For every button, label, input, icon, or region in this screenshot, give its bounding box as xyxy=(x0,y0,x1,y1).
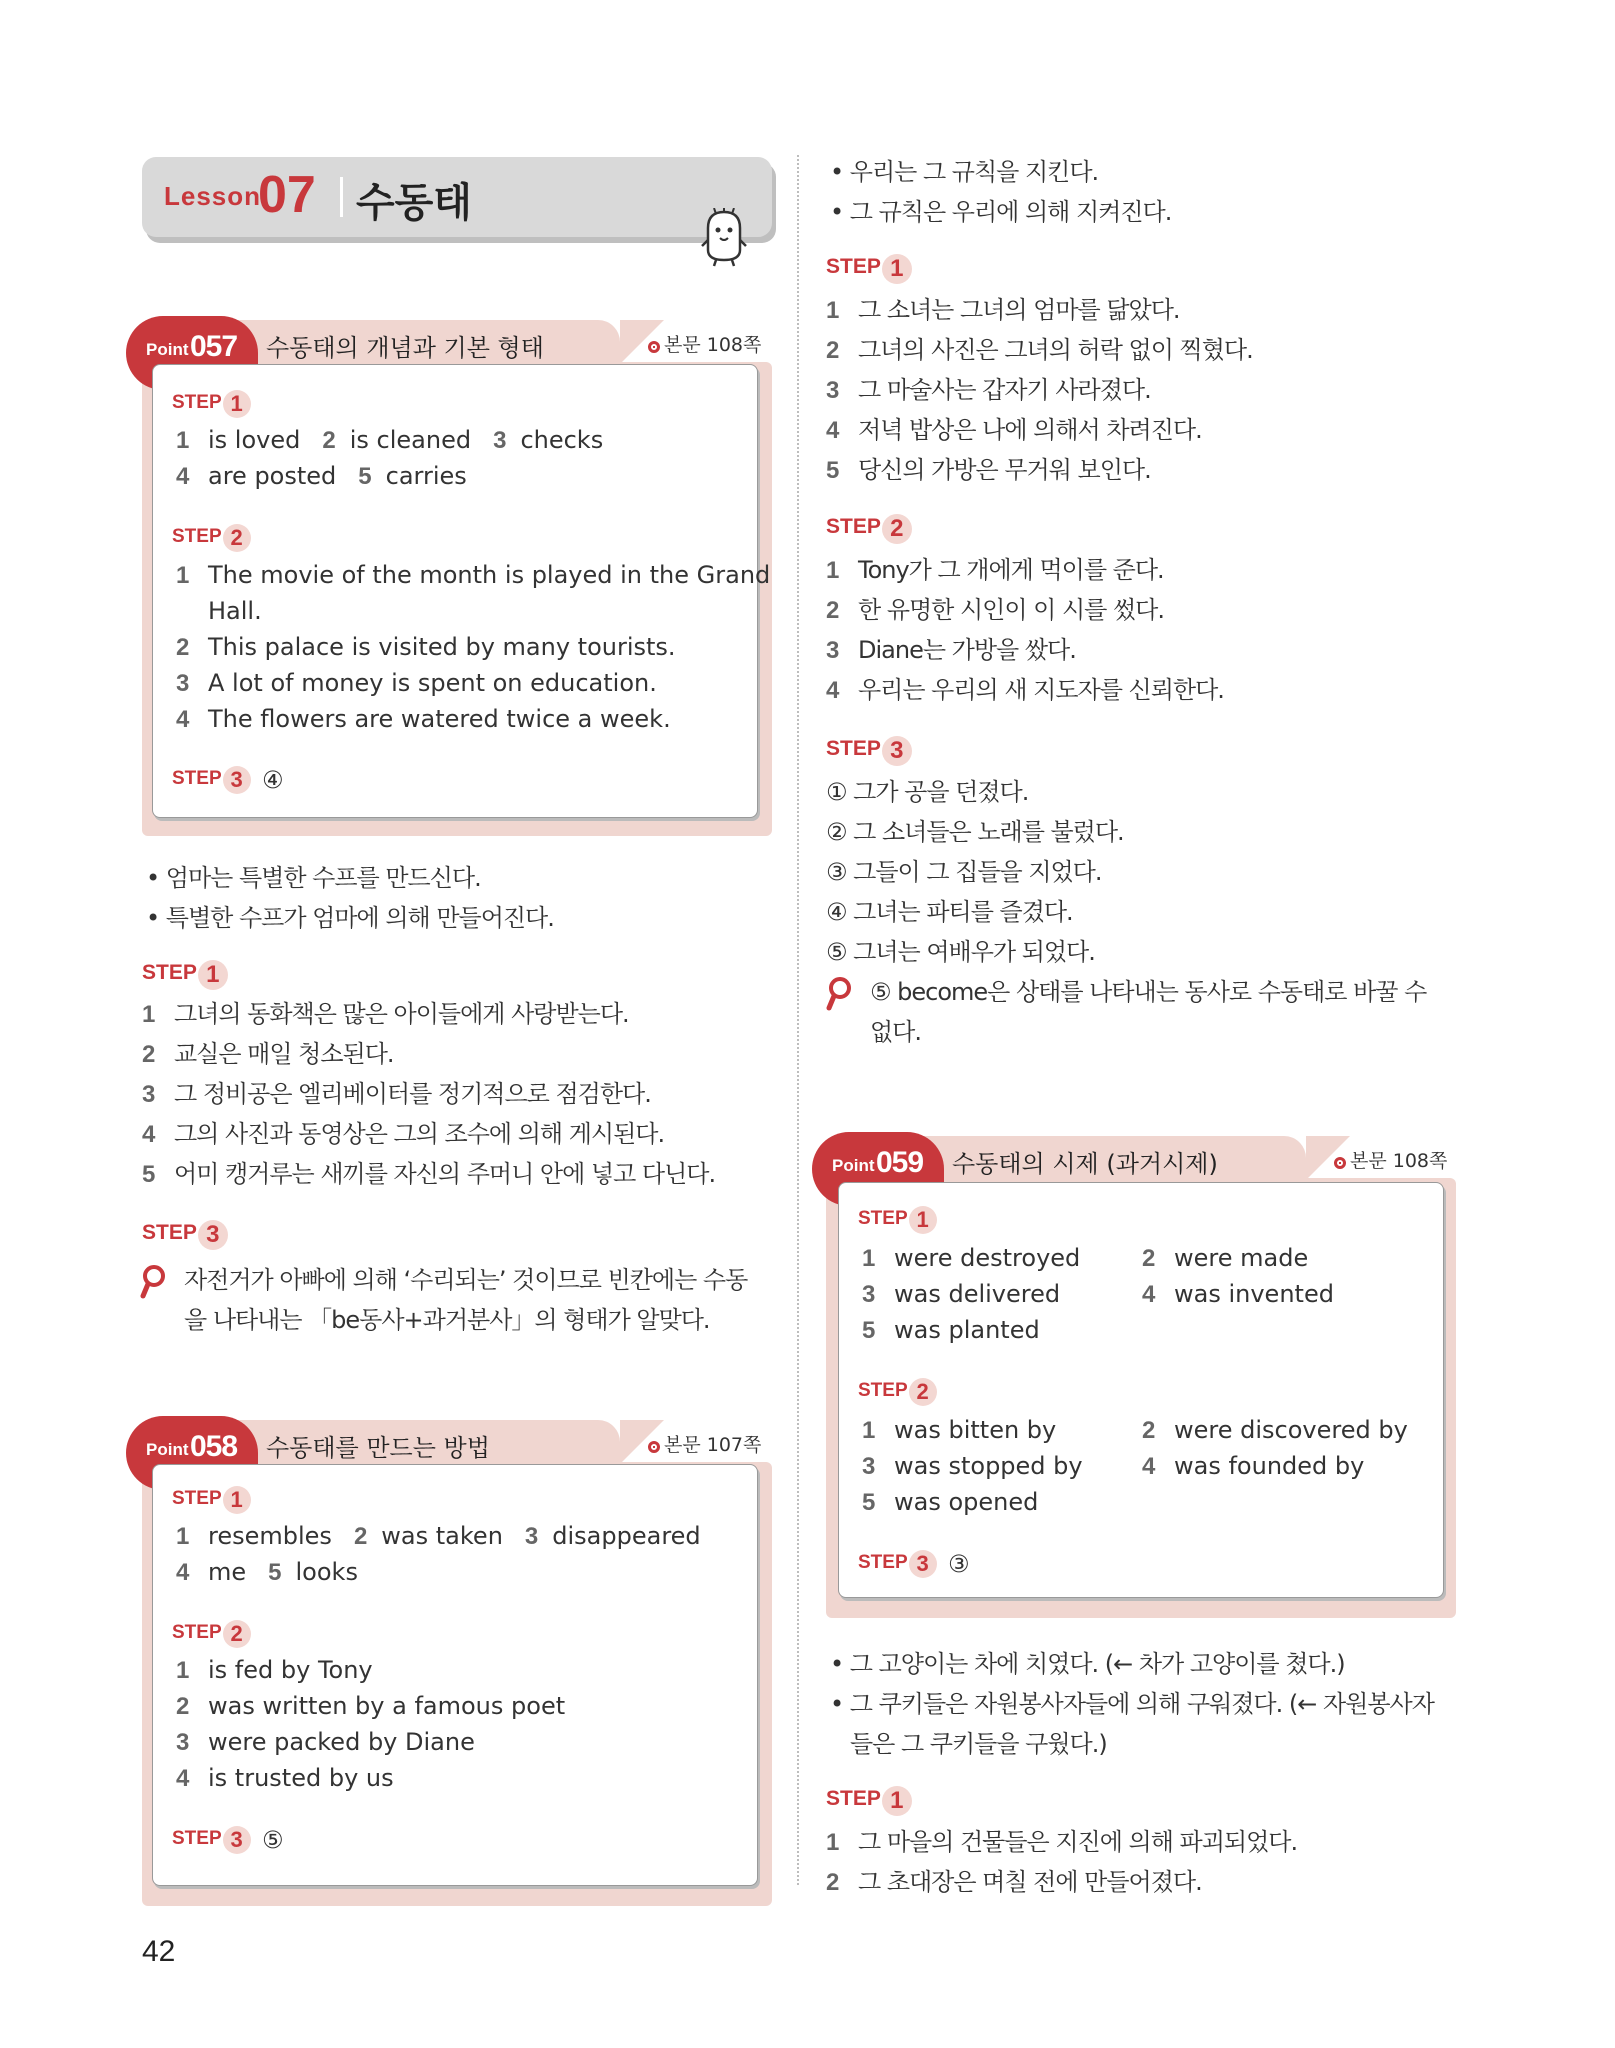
example-bullet: • 그 규칙은 우리에 의해 지켜진다. xyxy=(830,198,1172,226)
point059-step3-answer: ③ xyxy=(948,1550,970,1578)
right-step1-item: 1 그 소녀는 그녀의 엄마를 닮았다. xyxy=(826,296,1180,324)
point059-step1-item: 1 were destroyed xyxy=(862,1244,1081,1272)
right-step2-item: 3 Diane는 가방을 쌌다. xyxy=(826,636,1076,664)
right-step1-item: 5 당신의 가방은 무거워 보인다. xyxy=(826,456,1151,484)
point057-reference xyxy=(648,330,761,357)
point058-step2-item: 2 was written by a famous poet xyxy=(176,1692,566,1720)
right-step3-item: ③ 그들이 그 집들을 지었다. xyxy=(826,858,1102,886)
example-bullet: • 그 쿠키들은 자원봉사자들에 의해 구워졌다. (← 자원봉사자 xyxy=(830,1690,1434,1718)
right-step1-label: STEP 1 xyxy=(826,254,912,284)
magnifier-hint-icon xyxy=(140,1264,168,1304)
point059-step2-item: 2 were discovered by xyxy=(1142,1416,1408,1444)
left-step1-item: 1 그녀의 동화책은 많은 아이들에게 사랑받는다. xyxy=(142,1000,629,1028)
point057-step1-row2: 4 are posted 5 carries xyxy=(176,462,467,490)
point059-step1-item: 2 were made xyxy=(1142,1244,1309,1272)
example-bullet: • 특별한 수프가 엄마에 의해 만들어진다. xyxy=(146,904,554,932)
point058-step3-label: STEP 3 xyxy=(172,1826,251,1854)
point059-step1-item: 3 was delivered xyxy=(862,1280,1061,1308)
point058-step2-item: 4 is trusted by us xyxy=(176,1764,394,1792)
example-bullet: • 엄마는 특별한 수프를 만드신다. xyxy=(146,864,481,892)
page-number: 42 xyxy=(142,1935,176,1968)
right-step1-item: 2 그녀의 사진은 그녀의 허락 없이 찍혔다. xyxy=(826,336,1253,364)
right-step2-label: STEP 2 xyxy=(826,514,912,544)
right-step2-item: 1 Tony가 그 개에게 먹이를 준다. xyxy=(826,556,1164,584)
point058-step1-label: STEP 1 xyxy=(172,1486,251,1514)
circle-bullet-icon xyxy=(648,1441,660,1453)
left-hint-line: 을 나타내는 「be동사+과거분사」의 형태가 알맞다. xyxy=(184,1306,710,1334)
mascot-icon xyxy=(700,208,748,268)
right-step1-item: 3 그 마술사는 갑자기 사라졌다. xyxy=(826,376,1151,404)
magnifier-hint-icon xyxy=(826,976,854,1016)
right-step3-item: ① 그가 공을 던졌다. xyxy=(826,778,1029,806)
point058-step1-row1: 1 resembles 2 was taken 3 disappeared xyxy=(176,1522,701,1550)
point059-step1-item: 5 was planted xyxy=(862,1316,1040,1344)
example-bullet: • 우리는 그 규칙을 지킨다. xyxy=(830,158,1099,186)
right-step2-item: 4 우리는 우리의 새 지도자를 신뢰한다. xyxy=(826,676,1224,704)
point-number: 059 xyxy=(876,1146,924,1179)
point057-step1-label: STEP 1 xyxy=(172,390,251,418)
column-divider xyxy=(797,155,799,1885)
reference-text: 본문 107쪽 xyxy=(664,1434,762,1456)
left-step1-item: 3 그 정비공은 엘리베이터를 정기적으로 점검한다. xyxy=(142,1080,651,1108)
point057-step2-label: STEP 2 xyxy=(172,524,251,552)
left-step1-item: 4 그의 사진과 동영상은 그의 조수에 의해 게시된다. xyxy=(142,1120,665,1148)
right-bottom-step1-item: 2 그 초대장은 며칠 전에 만들어졌다. xyxy=(826,1868,1202,1896)
point059-step2-item: 1 was bitten by xyxy=(862,1416,1057,1444)
point-word: Point xyxy=(146,1440,189,1459)
point057-step2-item: 4 The flowers are watered twice a week. xyxy=(176,705,671,733)
point-number: 058 xyxy=(190,1430,238,1463)
example-bullet: • 그 고양이는 차에 치였다. (← 차가 고양이를 쳤다.) xyxy=(830,1650,1345,1678)
right-bottom-step1-item: 1 그 마을의 건물들은 지진에 의해 파괴되었다. xyxy=(826,1828,1298,1856)
point058-reference xyxy=(648,1430,761,1457)
right-step3-item: ② 그 소녀들은 노래를 불렀다. xyxy=(826,818,1124,846)
point-word: Point xyxy=(832,1156,875,1175)
right-step3-label: STEP 3 xyxy=(826,736,912,766)
point058-step2-item: 1 is fed by Tony xyxy=(176,1656,373,1684)
point059-step2-item: 3 was stopped by xyxy=(862,1452,1083,1480)
right-hint-line: ⑤ become은 상태를 나타내는 동사로 수동태로 바꿀 수 xyxy=(870,978,1427,1006)
reference-text: 본문 108쪽 xyxy=(1350,1150,1448,1172)
right-step1-item: 4 저녁 밥상은 나에 의해서 차려진다. xyxy=(826,416,1202,444)
point059-step3-label: STEP 3 xyxy=(858,1550,937,1578)
right-bottom-step1-label: STEP 1 xyxy=(826,1786,912,1816)
point058-title: 수동태를 만드는 방법 xyxy=(266,1434,490,1462)
point059-title: 수동태의 시제 (과거시제) xyxy=(952,1150,1218,1178)
reference-text: 본문 108쪽 xyxy=(664,334,762,356)
point057-title: 수동태의 개념과 기본 형태 xyxy=(266,334,544,362)
point059-step2-item: 4 was founded by xyxy=(1142,1452,1365,1480)
left-step3-label: STEP 3 xyxy=(142,1220,228,1250)
lesson-word: Lesson xyxy=(164,181,262,211)
example-bullet-continued: 들은 그 쿠키들을 구웠다.) xyxy=(850,1730,1107,1758)
right-step3-item: ⑤ 그녀는 여배우가 되었다. xyxy=(826,938,1095,966)
lesson-number: 07 xyxy=(258,166,316,224)
point057-step2-item: 3 A lot of money is spent on education. xyxy=(176,669,657,697)
right-step2-item: 2 한 유명한 시인이 이 시를 썼다. xyxy=(826,596,1164,624)
point057-step3-label: STEP 3 xyxy=(172,766,251,794)
point059-step1-label: STEP 1 xyxy=(858,1206,937,1234)
left-step1-item: 5 어미 캥거루는 새끼를 자신의 주머니 안에 넣고 다닌다. xyxy=(142,1160,716,1188)
lesson-banner xyxy=(142,157,772,237)
point057-step2-item: 2 This palace is visited by many tourists. xyxy=(176,633,676,661)
banner-divider xyxy=(340,177,343,217)
point-number: 057 xyxy=(190,330,238,363)
point057-step2-item: Hall. xyxy=(208,597,262,625)
circle-bullet-icon xyxy=(1334,1157,1346,1169)
point059-step2-label: STEP 2 xyxy=(858,1378,937,1406)
point057-step2-item: 1 The movie of the month is played in the Grand xyxy=(176,561,771,589)
circle-bullet-icon xyxy=(648,341,660,353)
point057-step3-answer: ④ xyxy=(262,766,284,794)
point059-reference xyxy=(1334,1146,1447,1173)
left-hint-line: 자전거가 아빠에 의해 ‘수리되는’ 것이므로 빈칸에는 수동 xyxy=(184,1266,748,1294)
point058-step3-answer: ⑤ xyxy=(262,1826,284,1854)
point059-step1-item: 4 was invented xyxy=(1142,1280,1334,1308)
lesson-title: 수동태 xyxy=(356,180,472,226)
point059-step2-item: 5 was opened xyxy=(862,1488,1039,1516)
point-word: Point xyxy=(146,340,189,359)
point058-step1-row2: 4 me 5 looks xyxy=(176,1558,358,1586)
point057-step1-row1: 1 is loved 2 is cleaned 3 checks xyxy=(176,426,604,454)
left-step1-item: 2 교실은 매일 청소된다. xyxy=(142,1040,394,1068)
point058-step2-item: 3 were packed by Diane xyxy=(176,1728,475,1756)
left-step1-label: STEP 1 xyxy=(142,960,228,990)
right-step3-item: ④ 그녀는 파티를 즐겼다. xyxy=(826,898,1073,926)
right-hint-line: 없다. xyxy=(870,1018,921,1046)
point058-step2-label: STEP 2 xyxy=(172,1620,251,1648)
